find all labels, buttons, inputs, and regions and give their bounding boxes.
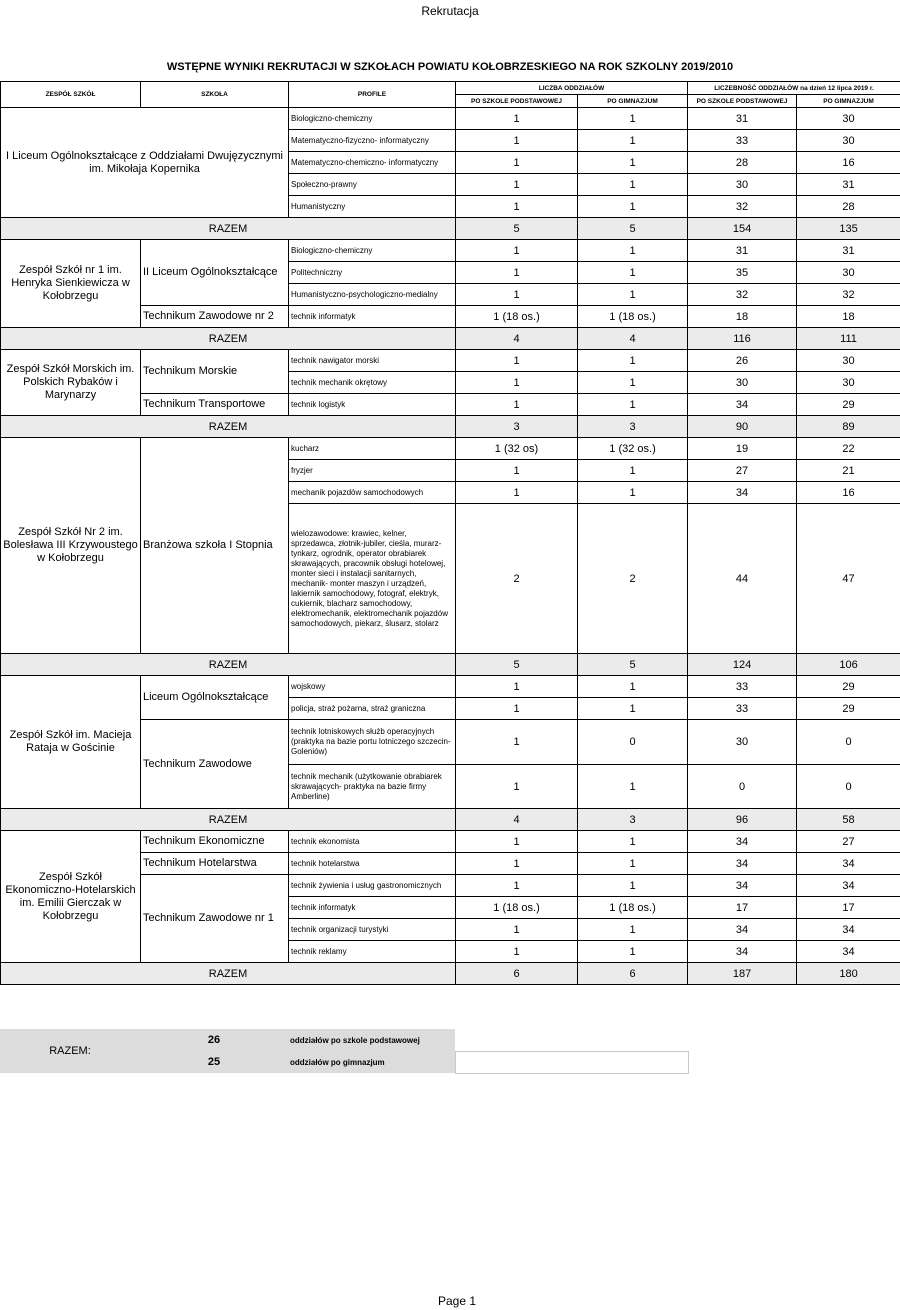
razem-row — [1, 963, 900, 985]
profile-cell: technik informatyk — [289, 306, 456, 328]
value-cell: 0 — [688, 765, 797, 809]
school-name: Technikum Zawodowe nr 2 — [141, 306, 289, 328]
summary-label: RAZEM: — [0, 1029, 140, 1073]
value-cell: 35 — [688, 262, 797, 284]
value-cell: 28 — [797, 196, 900, 218]
value-cell: 1 — [456, 130, 578, 152]
profile-cell: Humanistyczny — [289, 196, 456, 218]
value-cell: 34 — [688, 919, 797, 941]
value-cell: 1 — [456, 831, 578, 853]
profile-cell: Matematyczno-fizyczno- informatyczny — [289, 130, 456, 152]
value-cell: 29 — [797, 676, 900, 698]
summary-table — [0, 1029, 689, 1074]
profile-cell: wojskowy — [289, 676, 456, 698]
value-cell: 29 — [797, 698, 900, 720]
value-cell: 31 — [688, 108, 797, 130]
profile-cell: Politechniczny — [289, 262, 456, 284]
group-name: Zespół Szkół Morskich im. Polskich Rybaków i Marynarzy — [1, 350, 141, 416]
razem-value: 58 — [797, 809, 900, 831]
value-cell: 1 — [456, 240, 578, 262]
value-cell: 1 — [578, 482, 688, 504]
value-cell: 1 (18 os.) — [578, 897, 688, 919]
value-cell: 1 — [578, 350, 688, 372]
razem-label: RAZEM — [1, 328, 456, 350]
value-cell: 1 — [456, 482, 578, 504]
value-cell: 1 — [578, 941, 688, 963]
razem-row — [1, 654, 900, 676]
value-cell: 1 — [456, 284, 578, 306]
value-cell: 30 — [688, 372, 797, 394]
profile-cell: technik lotniskowych służb operacyjnych (praktyka na bazie portu lotniczego szczecin-Goleniów) — [289, 720, 456, 765]
razem-value: 116 — [688, 328, 797, 350]
value-cell: 1 — [578, 919, 688, 941]
value-cell: 1 — [456, 174, 578, 196]
value-cell: 1 — [456, 765, 578, 809]
razem-value: 111 — [797, 328, 900, 350]
razem-value: 180 — [797, 963, 900, 985]
value-cell: 1 — [456, 853, 578, 875]
value-cell: 1 — [456, 698, 578, 720]
value-cell: 32 — [688, 284, 797, 306]
profile-cell: technik mechanik (użytkowanie obrabiarek skrawających- praktyka na bazie firmy Amberline) — [289, 765, 456, 809]
value-cell: 32 — [797, 284, 900, 306]
profile-cell: kucharz — [289, 438, 456, 460]
value-cell: 2 — [456, 504, 578, 654]
value-cell: 1 — [456, 350, 578, 372]
value-cell: 30 — [797, 130, 900, 152]
value-cell: 33 — [688, 130, 797, 152]
value-cell: 1 — [578, 240, 688, 262]
razem-row — [1, 218, 900, 240]
value-cell: 18 — [688, 306, 797, 328]
value-cell: 1 — [578, 460, 688, 482]
value-cell: 31 — [797, 174, 900, 196]
value-cell: 1 — [578, 698, 688, 720]
razem-label: RAZEM — [1, 416, 456, 438]
group-name: I Liceum Ogólnokształcące z Oddziałami Dwujęzycznymi im. Mikołaja Kopernika — [1, 108, 289, 218]
razem-value: 3 — [456, 416, 578, 438]
value-cell: 0 — [578, 720, 688, 765]
value-cell: 47 — [797, 504, 900, 654]
value-cell: 33 — [688, 676, 797, 698]
col-header-szkola: SZKOŁA — [141, 82, 289, 108]
razem-value: 106 — [797, 654, 900, 676]
value-cell: 1 — [578, 196, 688, 218]
value-cell: 1 — [578, 108, 688, 130]
value-cell: 34 — [797, 875, 900, 897]
value-cell: 34 — [688, 853, 797, 875]
value-cell: 32 — [688, 196, 797, 218]
profile-cell: technik informatyk — [289, 897, 456, 919]
value-cell: 1 — [578, 130, 688, 152]
table-row — [1, 240, 900, 262]
summary-ps-text: oddziałów po szkole podstawowej — [288, 1029, 455, 1051]
razem-value: 5 — [578, 218, 688, 240]
value-cell: 1 — [456, 676, 578, 698]
razem-row — [1, 328, 900, 350]
table-row — [1, 350, 900, 372]
value-cell: 2 — [578, 504, 688, 654]
profile-cell: technik nawigator morski — [289, 350, 456, 372]
razem-label: RAZEM — [1, 218, 456, 240]
col-header-zespol: ZESPÓŁ SZKÓŁ — [1, 82, 141, 108]
razem-value: 4 — [578, 328, 688, 350]
value-cell: 1 — [456, 460, 578, 482]
summary-blank-cell — [455, 1051, 688, 1073]
razem-value: 5 — [456, 218, 578, 240]
value-cell: 1 (18 os.) — [456, 897, 578, 919]
value-cell: 27 — [797, 831, 900, 853]
razem-label: RAZEM — [1, 654, 456, 676]
value-cell: 1 (18 os.) — [578, 306, 688, 328]
value-cell: 30 — [688, 174, 797, 196]
subheader-pg-count: PO GIMNAZJUM — [578, 95, 688, 108]
value-cell: 0 — [797, 765, 900, 809]
document-title: WSTĘPNE WYNIKI REKRUTACJI W SZKOŁACH POWIATU KOŁOBRZESKIEGO NA ROK SZKOLNY 2019/2010 — [166, 61, 734, 73]
razem-value: 96 — [688, 809, 797, 831]
value-cell: 17 — [797, 897, 900, 919]
summary-blank-cell — [455, 1029, 688, 1051]
profile-cell: Społeczno-prawny — [289, 174, 456, 196]
profile-cell: technik reklamy — [289, 941, 456, 963]
value-cell: 1 — [456, 196, 578, 218]
value-cell: 1 — [578, 853, 688, 875]
value-cell: 1 — [456, 919, 578, 941]
school-name: Technikum Ekonomiczne — [141, 831, 289, 853]
profile-cell: technik żywienia i usług gastronomicznych — [289, 875, 456, 897]
value-cell: 1 — [578, 394, 688, 416]
profile-cell: technik ekonomista — [289, 831, 456, 853]
value-cell: 22 — [797, 438, 900, 460]
profile-cell: Biologiczno-chemiczny — [289, 240, 456, 262]
razem-value: 4 — [456, 809, 578, 831]
subheader-ps-size: PO SZKOLE PODSTAWOWEJ — [688, 95, 797, 108]
value-cell: 27 — [688, 460, 797, 482]
value-cell: 21 — [797, 460, 900, 482]
value-cell: 31 — [797, 240, 900, 262]
value-cell: 1 — [578, 262, 688, 284]
recruitment-table — [0, 81, 900, 985]
group-name: Zespół Szkół nr 1 im. Henryka Sienkiewicza w Kołobrzegu — [1, 240, 141, 328]
table-row — [1, 676, 900, 698]
value-cell: 34 — [797, 941, 900, 963]
value-cell: 26 — [688, 350, 797, 372]
razem-value: 6 — [456, 963, 578, 985]
razem-value: 5 — [456, 654, 578, 676]
table-row — [1, 831, 900, 853]
school-name: Technikum Transportowe — [141, 394, 289, 416]
value-cell: 30 — [688, 720, 797, 765]
table-row — [1, 438, 900, 460]
profile-cell: mechanik pojazdów samochodowych — [289, 482, 456, 504]
value-cell: 1 — [456, 941, 578, 963]
profile-cell: Biologiczno-chemiczny — [289, 108, 456, 130]
razem-label: RAZEM — [1, 809, 456, 831]
profile-cell: Humanistyczno-psychologiczno-medialny — [289, 284, 456, 306]
school-name: Technikum Zawodowe nr 1 — [141, 875, 289, 963]
table-row — [1, 108, 900, 130]
page-footer: Page 1 — [437, 1294, 477, 1308]
razem-value: 5 — [578, 654, 688, 676]
value-cell: 1 — [578, 372, 688, 394]
profile-cell: Matematyczno-chemiczno- informatyczny — [289, 152, 456, 174]
profile-cell: technik logistyk — [289, 394, 456, 416]
summary-pg-text: oddziałów po gimnazjum — [288, 1051, 455, 1073]
col-header-profile: PROFILE — [289, 82, 456, 108]
value-cell: 28 — [688, 152, 797, 174]
value-cell: 30 — [797, 262, 900, 284]
value-cell: 1 — [578, 831, 688, 853]
value-cell: 1 — [456, 262, 578, 284]
razem-value: 3 — [578, 416, 688, 438]
value-cell: 1 — [578, 284, 688, 306]
value-cell: 17 — [688, 897, 797, 919]
value-cell: 34 — [688, 941, 797, 963]
value-cell: 1 — [456, 152, 578, 174]
value-cell: 1 — [578, 174, 688, 196]
value-cell: 31 — [688, 240, 797, 262]
razem-value: 3 — [578, 809, 688, 831]
group-name: Zespół Szkół Ekonomiczno-Hotelarskich im. Emilii Gierczak w Kołobrzegu — [1, 831, 141, 963]
school-name: II Liceum Ogólnokształcące — [141, 240, 289, 306]
value-cell: 16 — [797, 152, 900, 174]
value-cell: 34 — [688, 831, 797, 853]
razem-value: 135 — [797, 218, 900, 240]
col-header-liczba: LICZBA ODDZIAŁÓW — [456, 82, 688, 95]
profile-cell: fryzjer — [289, 460, 456, 482]
value-cell: 0 — [797, 720, 900, 765]
value-cell: 34 — [797, 919, 900, 941]
value-cell: 1 — [578, 152, 688, 174]
value-cell: 30 — [797, 350, 900, 372]
razem-row — [1, 416, 900, 438]
school-name: Technikum Hotelarstwa — [141, 853, 289, 875]
school-name: Technikum Zawodowe — [141, 720, 289, 809]
summary-pg-count: 25 — [140, 1051, 288, 1073]
razem-value: 124 — [688, 654, 797, 676]
value-cell: 1 (32 os) — [456, 438, 578, 460]
school-name: Technikum Morskie — [141, 350, 289, 394]
value-cell: 1 — [456, 372, 578, 394]
group-name: Zespół Szkół Nr 2 im. Bolesława III Krzywoustego w Kołobrzegu — [1, 438, 141, 654]
razem-value: 6 — [578, 963, 688, 985]
value-cell: 1 — [578, 875, 688, 897]
school-name: Branżowa szkoła I Stopnia — [141, 438, 289, 654]
value-cell: 34 — [688, 875, 797, 897]
group-name: Zespół Szkół im. Macieja Rataja w Gościnie — [1, 676, 141, 809]
subheader-pg-size: PO GIMNAZJUM — [797, 95, 900, 108]
razem-value: 89 — [797, 416, 900, 438]
razem-value: 4 — [456, 328, 578, 350]
razem-row — [1, 809, 900, 831]
value-cell: 30 — [797, 108, 900, 130]
profile-cell: wielozawodowe: krawiec, kelner, sprzedawca, złotnik-jubiler, cieśla, murarz-tynkarz, ogrodnik, operator obrabiarek skrawających, pracownik obsługi hotelowej, monter sieci i instalacji sanitarnych, mechanik- monter maszyn i urządzeń, lakiernik samochodowy, fotograf, elektryk, cukiernik, blacharz samochodowy, elektromechanik, elektromechanik pojazdów samochodowych, piekarz, ślusarz, stolarz — [289, 504, 456, 654]
col-header-licznosc: LICZEBNOŚĆ ODDZIAŁÓW na dzień 12 lipca 2019 r. — [688, 82, 900, 95]
value-cell: 18 — [797, 306, 900, 328]
profile-cell: technik hotelarstwa — [289, 853, 456, 875]
value-cell: 1 (18 os.) — [456, 306, 578, 328]
subheader-ps-count: PO SZKOLE PODSTAWOWEJ — [456, 95, 578, 108]
value-cell: 1 — [456, 394, 578, 416]
summary-ps-count: 26 — [140, 1029, 288, 1051]
value-cell: 30 — [797, 372, 900, 394]
value-cell: 16 — [797, 482, 900, 504]
value-cell: 1 (32 os.) — [578, 438, 688, 460]
value-cell: 1 — [578, 676, 688, 698]
value-cell: 29 — [797, 394, 900, 416]
page-header: Rekrutacja — [421, 4, 479, 18]
value-cell: 1 — [456, 875, 578, 897]
razem-value: 187 — [688, 963, 797, 985]
value-cell: 34 — [688, 482, 797, 504]
profile-cell: technik mechanik okrętowy — [289, 372, 456, 394]
value-cell: 1 — [456, 108, 578, 130]
value-cell: 19 — [688, 438, 797, 460]
value-cell: 1 — [578, 765, 688, 809]
value-cell: 1 — [456, 720, 578, 765]
value-cell: 33 — [688, 698, 797, 720]
value-cell: 44 — [688, 504, 797, 654]
value-cell: 34 — [797, 853, 900, 875]
school-name: Liceum Ogólnokształcące — [141, 676, 289, 720]
razem-label: RAZEM — [1, 963, 456, 985]
profile-cell: technik organizacji turystyki — [289, 919, 456, 941]
value-cell: 34 — [688, 394, 797, 416]
razem-value: 90 — [688, 416, 797, 438]
profile-cell: policja, straż pożarna, straż graniczna — [289, 698, 456, 720]
razem-value: 154 — [688, 218, 797, 240]
